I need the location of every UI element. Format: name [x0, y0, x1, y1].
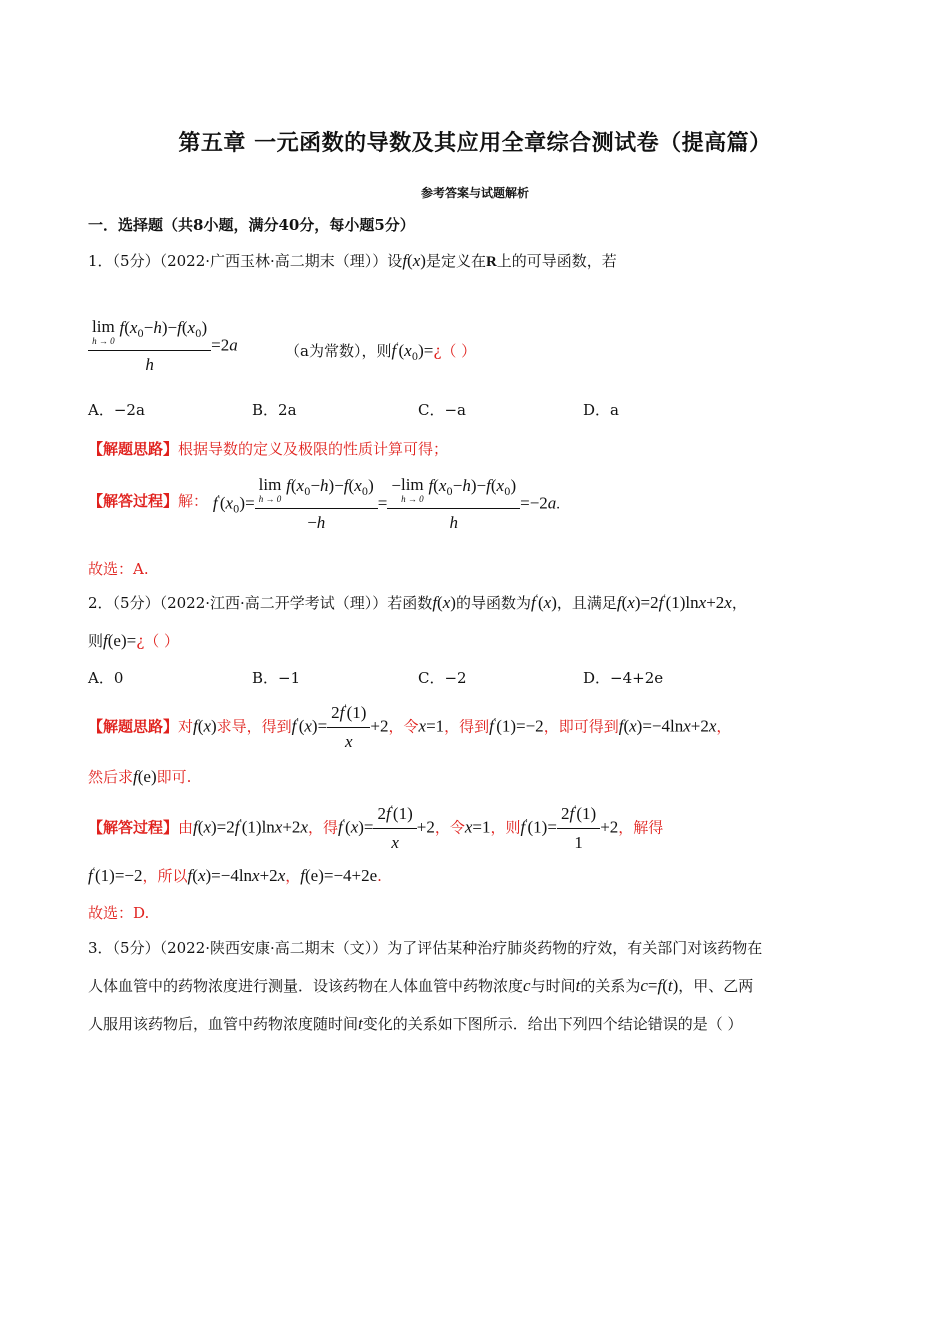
q3-line-2: 人体血管中的药物浓度进行测量．设该药物在人体血管中药物浓度c与时间t的关系为c=f(t)，甲、乙两: [88, 976, 754, 995]
page-title: 第五章 一元函数的导数及其应用全章综合测试卷（提高篇）: [178, 130, 772, 156]
q2-stem-2: 则f(e)=¿（ ）: [88, 631, 180, 650]
q3-line-1: 3．（5分）（2022·陕西安康·高二期末（文））为了评估某种治疗肺炎药物的疗效，有关部门对该药物在: [88, 939, 763, 957]
q2-thought: 【解题思路】对f(x)求导，得到f′(x)= $\frac{2f'(1)}{x}$ +2，令x=1，得到f′(1)=−2，即可得到f(x)=−4lnx+2x，: [88, 703, 732, 751]
q2-answer: 故选：D.: [88, 904, 150, 922]
q1-option-d[interactable]: D．a: [583, 401, 619, 419]
section-heading: 一．选择题（共8小题，满分40分，每小题5分）: [88, 216, 415, 234]
q1-stem: 1．（5分）（2022·广西玉林·高二期末（理））设f(x)是定义在R上的可导函数，若: [88, 251, 617, 270]
q2-option-a[interactable]: A．0: [88, 669, 124, 687]
q1-option-b[interactable]: B．2a: [252, 401, 297, 419]
q2-process: 【解答过程】由f(x)=2f′(1)lnx+2x，得f′(x)= $\frac{2f'(1)}{x}$ +2，令x=1，则f′(1)= $\frac{2f'(1)}{1}$ +2，解得: [88, 804, 664, 852]
q1-limit-formula: lim h → 0 $f(x_0-h)-f(x_0)$ h =2a: [88, 318, 238, 375]
q1-process: 【解答过程】解： $f'(x_0)=$ lim h → 0 $f(x_0-h)-f(x_0)$ −h = −lim h → 0 $f(x_0-h)-f(x_0)$ h =−2a.: [88, 475, 561, 532]
q1-option-a[interactable]: A．−2a: [88, 401, 145, 419]
q3-line-3: 人服用该药物后，血管中药物浓度随时间t变化的关系如下图所示．给出下列四个结论错误的是（ ）: [88, 1014, 743, 1033]
q1-answer: 故选：A.: [88, 560, 149, 578]
q2-thought-2: 然后求f(e)即可.: [88, 767, 192, 786]
q2-process-2: f′(1)=−2，所以f(x)=−4lnx+2x，f(e)=−4+2e.: [88, 866, 382, 885]
q2-option-b[interactable]: B．−1: [252, 669, 301, 687]
q2-option-c[interactable]: C．−2: [418, 669, 467, 687]
q1-thought: 【解题思路】根据导数的定义及极限的性质计算可得；: [88, 440, 449, 458]
page-subtitle: 参考答案与试题解析: [420, 186, 529, 200]
q2-stem: 2．（5分）（2022·江西·高二开学考试（理））若函数f(x)的导函数为f′(x)，且满足f(x)=2f′(1)lnx+2x，: [88, 593, 747, 612]
q2-option-d[interactable]: D．−4+2e: [583, 669, 664, 687]
q1-option-c[interactable]: C．−a: [418, 401, 466, 419]
q1-const-note: （a为常数），则$f'(x_0)=¿$（ ）: [285, 341, 477, 363]
